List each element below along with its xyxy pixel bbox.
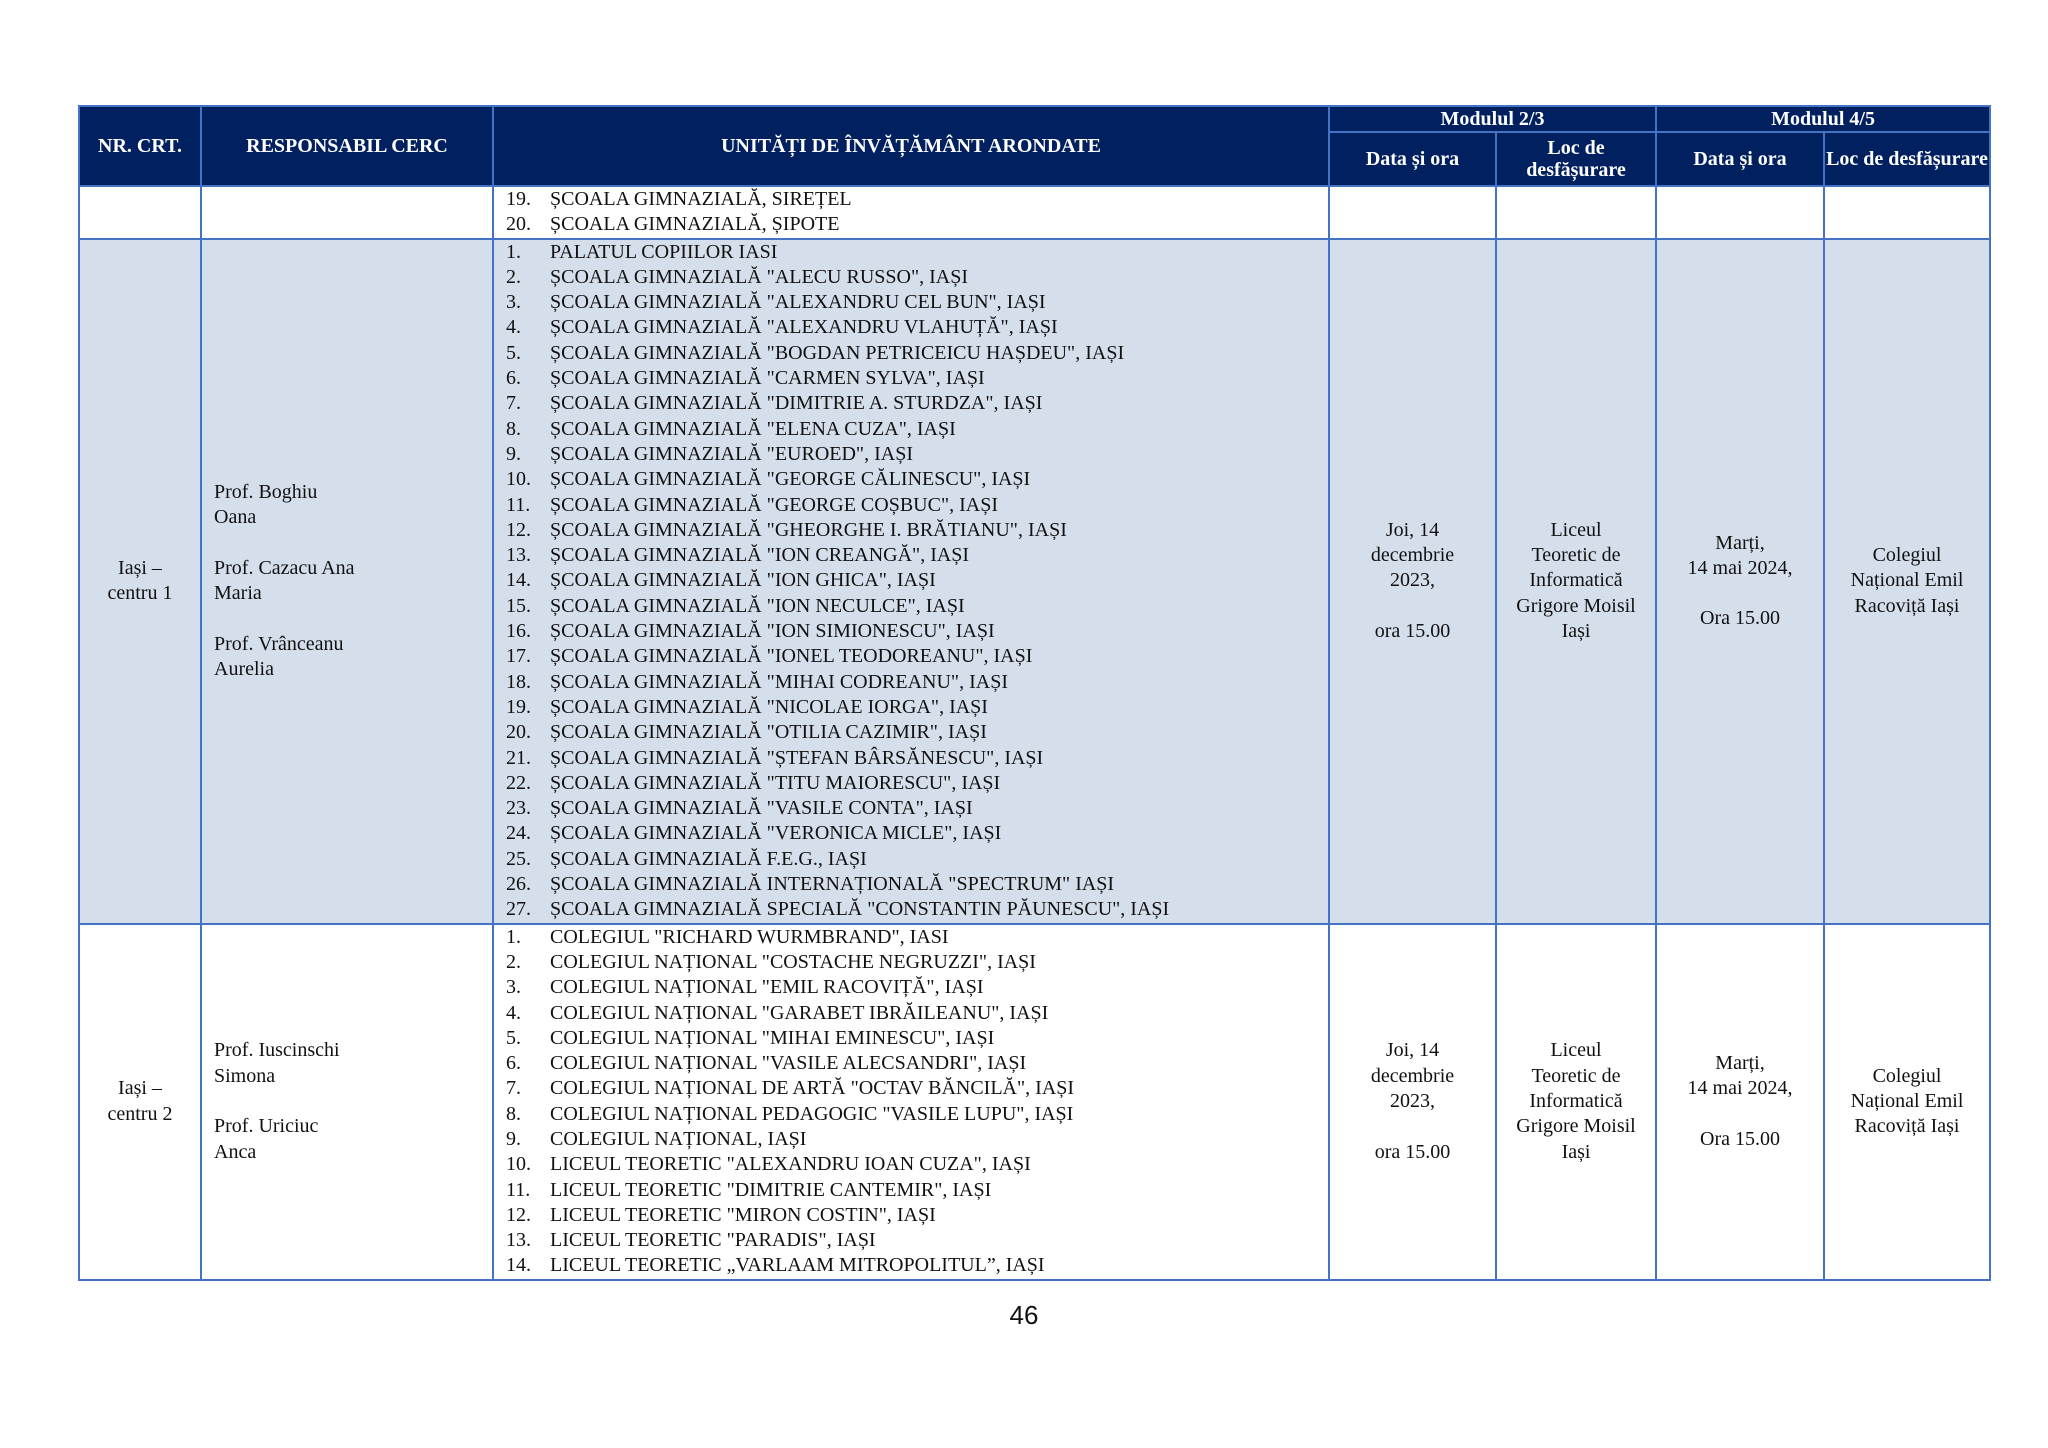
continuation-m23-data-cell xyxy=(1329,186,1496,239)
list-item-number: 3. xyxy=(506,291,521,314)
header-unitati: UNITĂȚI DE ÎNVĂȚĂMÂNT ARONDATE xyxy=(493,106,1329,186)
list-item-number: 19. xyxy=(506,695,531,718)
list-item-number: 15. xyxy=(506,594,531,617)
list-item-name: ȘCOALA GIMNAZIALĂ "GEORGE CĂLINESCU", IAȘI xyxy=(550,468,1031,491)
list-item-number: 6. xyxy=(506,1052,521,1075)
list-item xyxy=(506,1127,1328,1152)
continuation-resp-cell xyxy=(201,186,493,239)
list-item-name: ȘCOALA GIMNAZIALĂ "ION CREANGĂ", IAȘI xyxy=(550,544,970,567)
list-item xyxy=(506,1001,1328,1026)
continuation-m23-loc-cell xyxy=(1496,186,1656,239)
list-item xyxy=(506,568,1328,593)
table-header xyxy=(79,106,1990,186)
page-number: 46 xyxy=(1009,1300,1039,1330)
list-item-number: 17. xyxy=(506,645,531,668)
list-item-name: ȘCOALA GIMNAZIALĂ "ELENA CUZA", IAȘI xyxy=(550,417,956,440)
list-item-name: COLEGIUL NAȚIONAL DE ARTĂ "OCTAV BĂNCILĂ", IAȘI xyxy=(550,1077,1075,1100)
list-item-name: ȘCOALA GIMNAZIALĂ INTERNAȚIONALĂ "SPECTRUM" IAȘI xyxy=(550,873,1115,896)
list-item-name: LICEUL TEORETIC „VARLAAM MITROPOLITUL”, IAȘI xyxy=(550,1254,1045,1277)
centru2-nr: Iași – centru 2 xyxy=(79,924,201,1280)
list-item-name: ȘCOALA GIMNAZIALĂ "VASILE CONTA", IAȘI xyxy=(550,797,973,820)
list-item-name: COLEGIUL NAȚIONAL, IAȘI xyxy=(550,1127,807,1150)
header-m23-data: Data și ora xyxy=(1329,132,1496,186)
schools-table xyxy=(78,105,1991,1281)
list-item-name: COLEGIUL NAȚIONAL "MIHAI EMINESCU", IAȘI xyxy=(550,1026,995,1049)
list-item xyxy=(506,467,1328,492)
list-item xyxy=(506,1102,1328,1127)
list-item-number: 9. xyxy=(506,442,521,465)
list-item xyxy=(506,187,1328,212)
list-item xyxy=(506,212,1328,237)
list-item-number: 8. xyxy=(506,1102,521,1125)
centru1-m23-data: Joi, 14 decembrie 2023, ora 15.00 xyxy=(1329,239,1496,924)
list-item-number: 1. xyxy=(506,240,521,263)
continuation-m45-loc-cell xyxy=(1824,186,1990,239)
list-item-number: 5. xyxy=(506,1026,521,1049)
list-item-number: 24. xyxy=(506,822,531,845)
list-item-name: ȘCOALA GIMNAZIALĂ "ION NECULCE", IAȘI xyxy=(550,594,965,617)
list-item xyxy=(506,720,1328,745)
list-item xyxy=(506,1228,1328,1253)
list-item-number: 13. xyxy=(506,544,531,567)
list-item xyxy=(506,1253,1328,1278)
list-item-name: COLEGIUL NAȚIONAL PEDAGOGIC "VASILE LUPU", IAȘI xyxy=(550,1102,1074,1125)
centru2-m45-loc: Colegiul Național Emil Racoviță Iași xyxy=(1824,924,1990,1280)
list-item xyxy=(506,975,1328,1000)
list-item xyxy=(506,1152,1328,1177)
list-item xyxy=(506,821,1328,846)
header-m45-data: Data și ora xyxy=(1656,132,1824,186)
list-item-name: ȘCOALA GIMNAZIALĂ F.E.G., IAȘI xyxy=(550,847,867,870)
centru2-m23-loc: Liceul Teoretic de Informatică Grigore Moisil Iași xyxy=(1496,924,1656,1280)
list-item-number: 18. xyxy=(506,670,531,693)
list-item-number: 13. xyxy=(506,1229,531,1252)
list-item-name: ȘCOALA GIMNAZIALĂ "ION GHICA", IAȘI xyxy=(550,569,936,592)
list-item-name: ȘCOALA GIMNAZIALĂ "ALEXANDRU CEL BUN", IAȘI xyxy=(550,291,1046,314)
list-item-number: 6. xyxy=(506,367,521,390)
list-item xyxy=(506,442,1328,467)
list-item-name: ȘCOALA GIMNAZIALĂ "TITU MAIORESCU", IAȘI xyxy=(550,771,1001,794)
list-item-number: 5. xyxy=(506,341,521,364)
list-item-name: ȘCOALA GIMNAZIALĂ "CARMEN SYLVA", IAȘI xyxy=(550,367,985,390)
centru2-responsabil: Prof. Iuscinschi Simona Prof. Uriciuc Anca xyxy=(201,924,493,1280)
list-item-name: ȘCOALA GIMNAZIALĂ "ALECU RUSSO", IAȘI xyxy=(550,265,969,288)
list-item-name: ȘCOALA GIMNAZIALĂ, SIREȚEL xyxy=(550,188,852,210)
list-item-number: 11. xyxy=(506,493,531,516)
list-item-name: ȘCOALA GIMNAZIALĂ "BOGDAN PETRICEICU HAȘDEU", IAȘI xyxy=(550,341,1125,364)
list-item-number: 14. xyxy=(506,1254,531,1277)
table-row-centru-2 xyxy=(79,924,1990,1280)
list-item-name: COLEGIUL NAȚIONAL "VASILE ALECSANDRI", IAȘI xyxy=(550,1052,1027,1075)
list-item-number: 1. xyxy=(506,925,521,948)
centru1-nr: Iași – centru 1 xyxy=(79,239,201,924)
centru2-m45-data: Marți, 14 mai 2024, Ora 15.00 xyxy=(1656,924,1824,1280)
continuation-units-list xyxy=(493,186,1329,239)
list-item xyxy=(506,366,1328,391)
list-item xyxy=(506,518,1328,543)
list-item-name: ȘCOALA GIMNAZIALĂ "ȘTEFAN BÂRSĂNESCU", IAȘI xyxy=(550,746,1044,769)
header-m45-loc: Loc de desfășurare xyxy=(1824,132,1990,186)
list-item-name: ȘCOALA GIMNAZIALĂ "ALEXANDRU VLAHUȚĂ", IAȘI xyxy=(550,316,1058,339)
centru1-units-list xyxy=(493,239,1329,924)
list-item-name: COLEGIUL NAȚIONAL "GARABET IBRĂILEANU", IAȘI xyxy=(550,1001,1049,1024)
list-item-number: 20. xyxy=(506,721,531,744)
list-item-number: 21. xyxy=(506,746,531,769)
list-item-number: 4. xyxy=(506,316,521,339)
centru1-m45-data: Marți, 14 mai 2024, Ora 15.00 xyxy=(1656,239,1824,924)
header-modul-2-3: Modulul 2/3 xyxy=(1329,106,1656,132)
list-item xyxy=(506,771,1328,796)
list-item-name: LICEUL TEORETIC "DIMITRIE CANTEMIR", IAȘI xyxy=(550,1178,992,1201)
list-item-number: 11. xyxy=(506,1178,531,1201)
list-item-name: ȘCOALA GIMNAZIALĂ "NICOLAE IORGA", IAȘI xyxy=(550,695,988,718)
list-item xyxy=(506,847,1328,872)
list-item-number: 20. xyxy=(506,213,531,236)
centru1-m45-loc: Colegiul Național Emil Racoviță Iași xyxy=(1824,239,1990,924)
list-item-name: ȘCOALA GIMNAZIALĂ "OTILIA CAZIMIR", IAȘI xyxy=(550,721,987,744)
list-item xyxy=(506,670,1328,695)
list-item-number: 12. xyxy=(506,518,531,541)
list-item xyxy=(506,872,1328,897)
list-item-number: 8. xyxy=(506,417,521,440)
list-item-number: 19. xyxy=(506,188,531,210)
list-item-name: LICEUL TEORETIC "MIRON COSTIN", IAȘI xyxy=(550,1203,936,1226)
list-item xyxy=(506,417,1328,442)
list-item xyxy=(506,315,1328,340)
list-item-number: 10. xyxy=(506,468,531,491)
list-item-number: 2. xyxy=(506,265,521,288)
list-item xyxy=(506,644,1328,669)
list-item-number: 16. xyxy=(506,620,531,643)
list-item xyxy=(506,1203,1328,1228)
list-item-name: LICEUL TEORETIC "ALEXANDRU IOAN CUZA", IAȘI xyxy=(550,1153,1031,1176)
list-item-number: 22. xyxy=(506,771,531,794)
list-item xyxy=(506,1051,1328,1076)
list-item-name: COLEGIUL NAȚIONAL "EMIL RACOVIȚĂ", IAȘI xyxy=(550,976,984,999)
list-item xyxy=(506,290,1328,315)
list-item-number: 26. xyxy=(506,873,531,896)
list-item-name: ȘCOALA GIMNAZIALĂ "GEORGE COȘBUC", IAȘI xyxy=(550,493,999,516)
list-item xyxy=(506,265,1328,290)
list-item xyxy=(506,341,1328,366)
centru1-responsabil: Prof. Boghiu Oana Prof. Cazacu Ana Maria Prof. Vrânceanu Aurelia xyxy=(201,239,493,924)
list-item-name: ȘCOALA GIMNAZIALĂ SPECIALĂ "CONSTANTIN PĂUNESCU", IAȘI xyxy=(550,898,1170,921)
list-item xyxy=(506,619,1328,644)
list-item-number: 23. xyxy=(506,797,531,820)
list-item-number: 9. xyxy=(506,1127,521,1150)
list-item xyxy=(506,1026,1328,1051)
centru2-units-list xyxy=(493,924,1329,1280)
list-item-number: 10. xyxy=(506,1153,531,1176)
list-item-name: LICEUL TEORETIC "PARADIS", IAȘI xyxy=(550,1229,876,1252)
list-item-number: 14. xyxy=(506,569,531,592)
list-item xyxy=(506,594,1328,619)
list-item-name: ȘCOALA GIMNAZIALĂ "VERONICA MICLE", IAȘI xyxy=(550,822,1002,845)
list-item-number: 12. xyxy=(506,1203,531,1226)
list-item xyxy=(506,240,1328,265)
centru1-m23-loc: Liceul Teoretic de Informatică Grigore Moisil Iași xyxy=(1496,239,1656,924)
table-row-centru-1 xyxy=(79,239,1990,924)
list-item xyxy=(506,1076,1328,1101)
header-m23-loc: Loc de desfășurare xyxy=(1496,132,1656,186)
list-item-number: 25. xyxy=(506,847,531,870)
continuation-row xyxy=(79,186,1990,239)
centru2-m23-data: Joi, 14 decembrie 2023, ora 15.00 xyxy=(1329,924,1496,1280)
list-item-name: PALATUL COPIILOR IASI xyxy=(550,240,778,263)
list-item-number: 7. xyxy=(506,392,521,415)
list-item xyxy=(506,543,1328,568)
list-item xyxy=(506,796,1328,821)
header-responsabil: RESPONSABIL CERC xyxy=(201,106,493,186)
list-item-number: 3. xyxy=(506,976,521,999)
list-item xyxy=(506,897,1328,922)
list-item-name: ȘCOALA GIMNAZIALĂ "IONEL TEODOREANU", IAȘI xyxy=(550,645,1033,668)
list-item-name: ȘCOALA GIMNAZIALĂ "DIMITRIE A. STURDZA", IAȘI xyxy=(550,392,1043,415)
header-modul-4-5: Modulul 4/5 xyxy=(1656,106,1990,132)
continuation-m45-data-cell xyxy=(1656,186,1824,239)
list-item-number: 2. xyxy=(506,950,521,973)
list-item xyxy=(506,950,1328,975)
list-item-name: ȘCOALA GIMNAZIALĂ "GHEORGHE I. BRĂTIANU", IAȘI xyxy=(550,518,1067,541)
list-item-name: ȘCOALA GIMNAZIALĂ "EUROED", IAȘI xyxy=(550,442,913,465)
list-item-number: 4. xyxy=(506,1001,521,1024)
continuation-nr-cell xyxy=(79,186,201,239)
list-item-name: COLEGIUL NAȚIONAL "COSTACHE NEGRUZZI", IAȘI xyxy=(550,950,1036,973)
header-nr-crt: NR. CRT. xyxy=(79,106,201,186)
list-item-name: COLEGIUL "RICHARD WURMBRAND", IASI xyxy=(550,925,949,948)
list-item xyxy=(506,1178,1328,1203)
list-item-name: ȘCOALA GIMNAZIALĂ "ION SIMIONESCU", IAȘI xyxy=(550,620,995,643)
list-item-number: 27. xyxy=(506,898,531,921)
list-item xyxy=(506,925,1328,950)
list-item xyxy=(506,493,1328,518)
list-item-name: ȘCOALA GIMNAZIALĂ, ȘIPOTE xyxy=(550,213,840,236)
list-item xyxy=(506,391,1328,416)
list-item-number: 7. xyxy=(506,1077,521,1100)
list-item xyxy=(506,746,1328,771)
list-item xyxy=(506,695,1328,720)
list-item-name: ȘCOALA GIMNAZIALĂ "MIHAI CODREANU", IAȘI xyxy=(550,670,1008,693)
